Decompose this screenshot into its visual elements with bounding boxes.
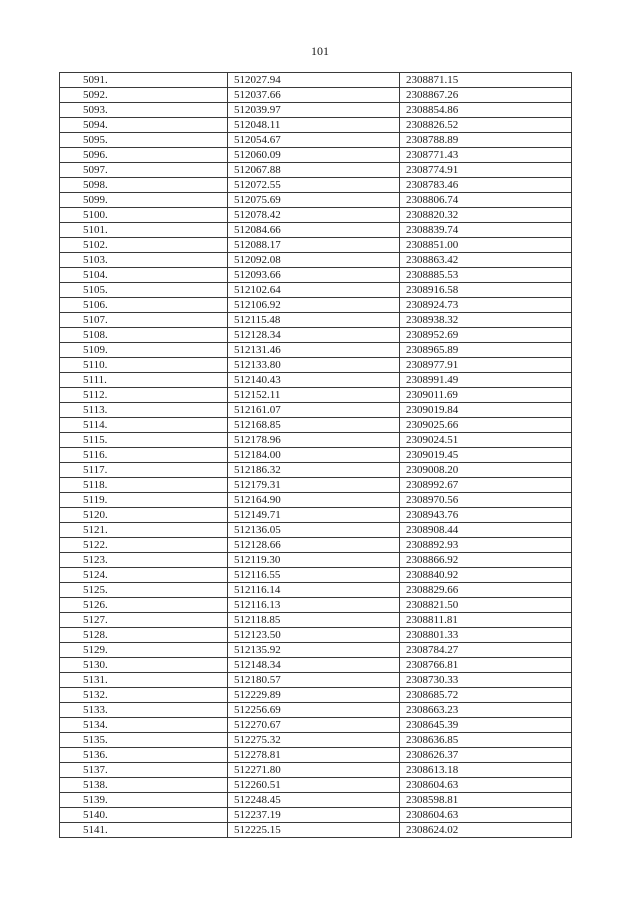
table-row xyxy=(60,358,572,373)
x-coordinate-cell: 512225.15 xyxy=(228,823,400,838)
y-coordinate-cell: 2308624.02 xyxy=(400,823,572,838)
table-row xyxy=(60,673,572,688)
x-coordinate-cell: 512078.42 xyxy=(228,208,400,223)
point-number-cell: 5102. xyxy=(60,238,228,253)
y-coordinate-cell: 2308604.63 xyxy=(400,778,572,793)
x-coordinate-cell: 512161.07 xyxy=(228,403,400,418)
point-number-cell: 5131. xyxy=(60,673,228,688)
table-row xyxy=(60,88,572,103)
point-number-cell: 5099. xyxy=(60,193,228,208)
point-number-cell: 5113. xyxy=(60,403,228,418)
point-number-cell: 5110. xyxy=(60,358,228,373)
table-row xyxy=(60,628,572,643)
point-number-cell: 5115. xyxy=(60,433,228,448)
y-coordinate-cell: 2308766.81 xyxy=(400,658,572,673)
x-coordinate-cell: 512148.34 xyxy=(228,658,400,673)
x-coordinate-cell: 512039.97 xyxy=(228,103,400,118)
point-number-cell: 5108. xyxy=(60,328,228,343)
y-coordinate-cell: 2308867.26 xyxy=(400,88,572,103)
y-coordinate-cell: 2308992.67 xyxy=(400,478,572,493)
table-row xyxy=(60,688,572,703)
x-coordinate-cell: 512131.46 xyxy=(228,343,400,358)
table-row xyxy=(60,613,572,628)
table-row xyxy=(60,523,572,538)
table-row xyxy=(60,643,572,658)
y-coordinate-cell: 2308991.49 xyxy=(400,373,572,388)
point-number-cell: 5094. xyxy=(60,118,228,133)
x-coordinate-cell: 512116.55 xyxy=(228,568,400,583)
point-number-cell: 5139. xyxy=(60,793,228,808)
y-coordinate-cell: 2308829.66 xyxy=(400,583,572,598)
table-row xyxy=(60,568,572,583)
x-coordinate-cell: 512179.31 xyxy=(228,478,400,493)
table-row xyxy=(60,313,572,328)
table-row xyxy=(60,373,572,388)
table-row xyxy=(60,73,572,88)
point-number-cell: 5114. xyxy=(60,418,228,433)
table-row xyxy=(60,283,572,298)
x-coordinate-cell: 512271.80 xyxy=(228,763,400,778)
y-coordinate-cell: 2308826.52 xyxy=(400,118,572,133)
x-coordinate-cell: 512116.14 xyxy=(228,583,400,598)
point-number-cell: 5137. xyxy=(60,763,228,778)
x-coordinate-cell: 512092.08 xyxy=(228,253,400,268)
x-coordinate-cell: 512102.64 xyxy=(228,283,400,298)
table-row xyxy=(60,463,572,478)
point-number-cell: 5130. xyxy=(60,658,228,673)
table-row xyxy=(60,778,572,793)
table-row xyxy=(60,763,572,778)
table-row xyxy=(60,253,572,268)
y-coordinate-cell: 2308771.43 xyxy=(400,148,572,163)
page-number: 101 xyxy=(311,44,329,58)
point-number-cell: 5141. xyxy=(60,823,228,838)
table-row xyxy=(60,493,572,508)
point-number-cell: 5132. xyxy=(60,688,228,703)
x-coordinate-cell: 512135.92 xyxy=(228,643,400,658)
x-coordinate-cell: 512054.67 xyxy=(228,133,400,148)
y-coordinate-cell: 2309019.84 xyxy=(400,403,572,418)
y-coordinate-cell: 2308840.92 xyxy=(400,568,572,583)
x-coordinate-cell: 512072.55 xyxy=(228,178,400,193)
point-number-cell: 5126. xyxy=(60,598,228,613)
x-coordinate-cell: 512152.11 xyxy=(228,388,400,403)
x-coordinate-cell: 512270.67 xyxy=(228,718,400,733)
point-number-cell: 5091. xyxy=(60,73,228,88)
table-row xyxy=(60,583,572,598)
point-number-cell: 5098. xyxy=(60,178,228,193)
y-coordinate-cell: 2308645.39 xyxy=(400,718,572,733)
y-coordinate-cell: 2308871.15 xyxy=(400,73,572,88)
table-row xyxy=(60,553,572,568)
y-coordinate-cell: 2308938.32 xyxy=(400,313,572,328)
point-number-cell: 5135. xyxy=(60,733,228,748)
y-coordinate-cell: 2308598.81 xyxy=(400,793,572,808)
point-number-cell: 5136. xyxy=(60,748,228,763)
y-coordinate-cell: 2308970.56 xyxy=(400,493,572,508)
table-row xyxy=(60,433,572,448)
table-row xyxy=(60,538,572,553)
coordinates-table-body xyxy=(60,73,572,838)
point-number-cell: 5116. xyxy=(60,448,228,463)
x-coordinate-cell: 512075.69 xyxy=(228,193,400,208)
y-coordinate-cell: 2308965.89 xyxy=(400,343,572,358)
table-row xyxy=(60,148,572,163)
y-coordinate-cell: 2309008.20 xyxy=(400,463,572,478)
x-coordinate-cell: 512119.30 xyxy=(228,553,400,568)
table-row xyxy=(60,718,572,733)
y-coordinate-cell: 2308866.92 xyxy=(400,553,572,568)
point-number-cell: 5096. xyxy=(60,148,228,163)
y-coordinate-cell: 2308839.74 xyxy=(400,223,572,238)
y-coordinate-cell: 2308863.42 xyxy=(400,253,572,268)
x-coordinate-cell: 512133.80 xyxy=(228,358,400,373)
x-coordinate-cell: 512067.88 xyxy=(228,163,400,178)
table-row xyxy=(60,298,572,313)
y-coordinate-cell: 2308788.89 xyxy=(400,133,572,148)
point-number-cell: 5095. xyxy=(60,133,228,148)
x-coordinate-cell: 512037.66 xyxy=(228,88,400,103)
point-number-cell: 5097. xyxy=(60,163,228,178)
y-coordinate-cell: 2308784.27 xyxy=(400,643,572,658)
y-coordinate-cell: 2308916.58 xyxy=(400,283,572,298)
x-coordinate-cell: 512180.57 xyxy=(228,673,400,688)
point-number-cell: 5112. xyxy=(60,388,228,403)
y-coordinate-cell: 2309019.45 xyxy=(400,448,572,463)
x-coordinate-cell: 512164.90 xyxy=(228,493,400,508)
y-coordinate-cell: 2308885.53 xyxy=(400,268,572,283)
point-number-cell: 5100. xyxy=(60,208,228,223)
y-coordinate-cell: 2308806.74 xyxy=(400,193,572,208)
y-coordinate-cell: 2308952.69 xyxy=(400,328,572,343)
table-row xyxy=(60,478,572,493)
point-number-cell: 5125. xyxy=(60,583,228,598)
x-coordinate-cell: 512115.48 xyxy=(228,313,400,328)
y-coordinate-cell: 2308854.86 xyxy=(400,103,572,118)
y-coordinate-cell: 2308892.93 xyxy=(400,538,572,553)
point-number-cell: 5123. xyxy=(60,553,228,568)
x-coordinate-cell: 512128.66 xyxy=(228,538,400,553)
coordinates-table xyxy=(59,72,572,838)
x-coordinate-cell: 512184.00 xyxy=(228,448,400,463)
y-coordinate-cell: 2309024.51 xyxy=(400,433,572,448)
y-coordinate-cell: 2308943.76 xyxy=(400,508,572,523)
table-row xyxy=(60,118,572,133)
point-number-cell: 5111. xyxy=(60,373,228,388)
y-coordinate-cell: 2308636.85 xyxy=(400,733,572,748)
point-number-cell: 5121. xyxy=(60,523,228,538)
table-row xyxy=(60,193,572,208)
y-coordinate-cell: 2308774.91 xyxy=(400,163,572,178)
y-coordinate-cell: 2308811.81 xyxy=(400,613,572,628)
x-coordinate-cell: 512278.81 xyxy=(228,748,400,763)
x-coordinate-cell: 512140.43 xyxy=(228,373,400,388)
table-row xyxy=(60,598,572,613)
point-number-cell: 5119. xyxy=(60,493,228,508)
point-number-cell: 5093. xyxy=(60,103,228,118)
table-row xyxy=(60,793,572,808)
point-number-cell: 5103. xyxy=(60,253,228,268)
x-coordinate-cell: 512248.45 xyxy=(228,793,400,808)
point-number-cell: 5101. xyxy=(60,223,228,238)
table-row xyxy=(60,388,572,403)
y-coordinate-cell: 2308604.63 xyxy=(400,808,572,823)
y-coordinate-cell: 2308851.00 xyxy=(400,238,572,253)
table-row xyxy=(60,733,572,748)
y-coordinate-cell: 2308685.72 xyxy=(400,688,572,703)
y-coordinate-cell: 2309011.69 xyxy=(400,388,572,403)
x-coordinate-cell: 512136.05 xyxy=(228,523,400,538)
table-row xyxy=(60,448,572,463)
x-coordinate-cell: 512229.89 xyxy=(228,688,400,703)
point-number-cell: 5140. xyxy=(60,808,228,823)
table-row xyxy=(60,133,572,148)
x-coordinate-cell: 512027.94 xyxy=(228,73,400,88)
table-row xyxy=(60,418,572,433)
table-row xyxy=(60,238,572,253)
x-coordinate-cell: 512256.69 xyxy=(228,703,400,718)
point-number-cell: 5128. xyxy=(60,628,228,643)
x-coordinate-cell: 512186.32 xyxy=(228,463,400,478)
y-coordinate-cell: 2308663.23 xyxy=(400,703,572,718)
point-number-cell: 5109. xyxy=(60,343,228,358)
table-row xyxy=(60,748,572,763)
y-coordinate-cell: 2308924.73 xyxy=(400,298,572,313)
point-number-cell: 5117. xyxy=(60,463,228,478)
y-coordinate-cell: 2308783.46 xyxy=(400,178,572,193)
point-number-cell: 5134. xyxy=(60,718,228,733)
point-number-cell: 5129. xyxy=(60,643,228,658)
y-coordinate-cell: 2308820.32 xyxy=(400,208,572,223)
x-coordinate-cell: 512260.51 xyxy=(228,778,400,793)
x-coordinate-cell: 512123.50 xyxy=(228,628,400,643)
point-number-cell: 5104. xyxy=(60,268,228,283)
x-coordinate-cell: 512088.17 xyxy=(228,238,400,253)
table-row xyxy=(60,658,572,673)
y-coordinate-cell: 2308730.33 xyxy=(400,673,572,688)
y-coordinate-cell: 2308626.37 xyxy=(400,748,572,763)
x-coordinate-cell: 512084.66 xyxy=(228,223,400,238)
table-row xyxy=(60,328,572,343)
x-coordinate-cell: 512118.85 xyxy=(228,613,400,628)
table-row xyxy=(60,268,572,283)
point-number-cell: 5120. xyxy=(60,508,228,523)
point-number-cell: 5107. xyxy=(60,313,228,328)
point-number-cell: 5124. xyxy=(60,568,228,583)
table-row xyxy=(60,403,572,418)
table-row xyxy=(60,103,572,118)
x-coordinate-cell: 512116.13 xyxy=(228,598,400,613)
table-row xyxy=(60,343,572,358)
table-row xyxy=(60,823,572,838)
point-number-cell: 5122. xyxy=(60,538,228,553)
y-coordinate-cell: 2308821.50 xyxy=(400,598,572,613)
y-coordinate-cell: 2309025.66 xyxy=(400,418,572,433)
point-number-cell: 5092. xyxy=(60,88,228,103)
x-coordinate-cell: 512237.19 xyxy=(228,808,400,823)
table-row xyxy=(60,508,572,523)
y-coordinate-cell: 2308977.91 xyxy=(400,358,572,373)
point-number-cell: 5106. xyxy=(60,298,228,313)
point-number-cell: 5133. xyxy=(60,703,228,718)
point-number-cell: 5138. xyxy=(60,778,228,793)
table-row xyxy=(60,208,572,223)
x-coordinate-cell: 512060.09 xyxy=(228,148,400,163)
x-coordinate-cell: 512048.11 xyxy=(228,118,400,133)
table-row xyxy=(60,223,572,238)
y-coordinate-cell: 2308908.44 xyxy=(400,523,572,538)
x-coordinate-cell: 512149.71 xyxy=(228,508,400,523)
point-number-cell: 5127. xyxy=(60,613,228,628)
table-row xyxy=(60,163,572,178)
x-coordinate-cell: 512106.92 xyxy=(228,298,400,313)
point-number-cell: 5118. xyxy=(60,478,228,493)
y-coordinate-cell: 2308801.33 xyxy=(400,628,572,643)
table-row xyxy=(60,703,572,718)
table-row xyxy=(60,178,572,193)
x-coordinate-cell: 512128.34 xyxy=(228,328,400,343)
x-coordinate-cell: 512168.85 xyxy=(228,418,400,433)
x-coordinate-cell: 512093.66 xyxy=(228,268,400,283)
y-coordinate-cell: 2308613.18 xyxy=(400,763,572,778)
table-row xyxy=(60,808,572,823)
x-coordinate-cell: 512275.32 xyxy=(228,733,400,748)
point-number-cell: 5105. xyxy=(60,283,228,298)
x-coordinate-cell: 512178.96 xyxy=(228,433,400,448)
